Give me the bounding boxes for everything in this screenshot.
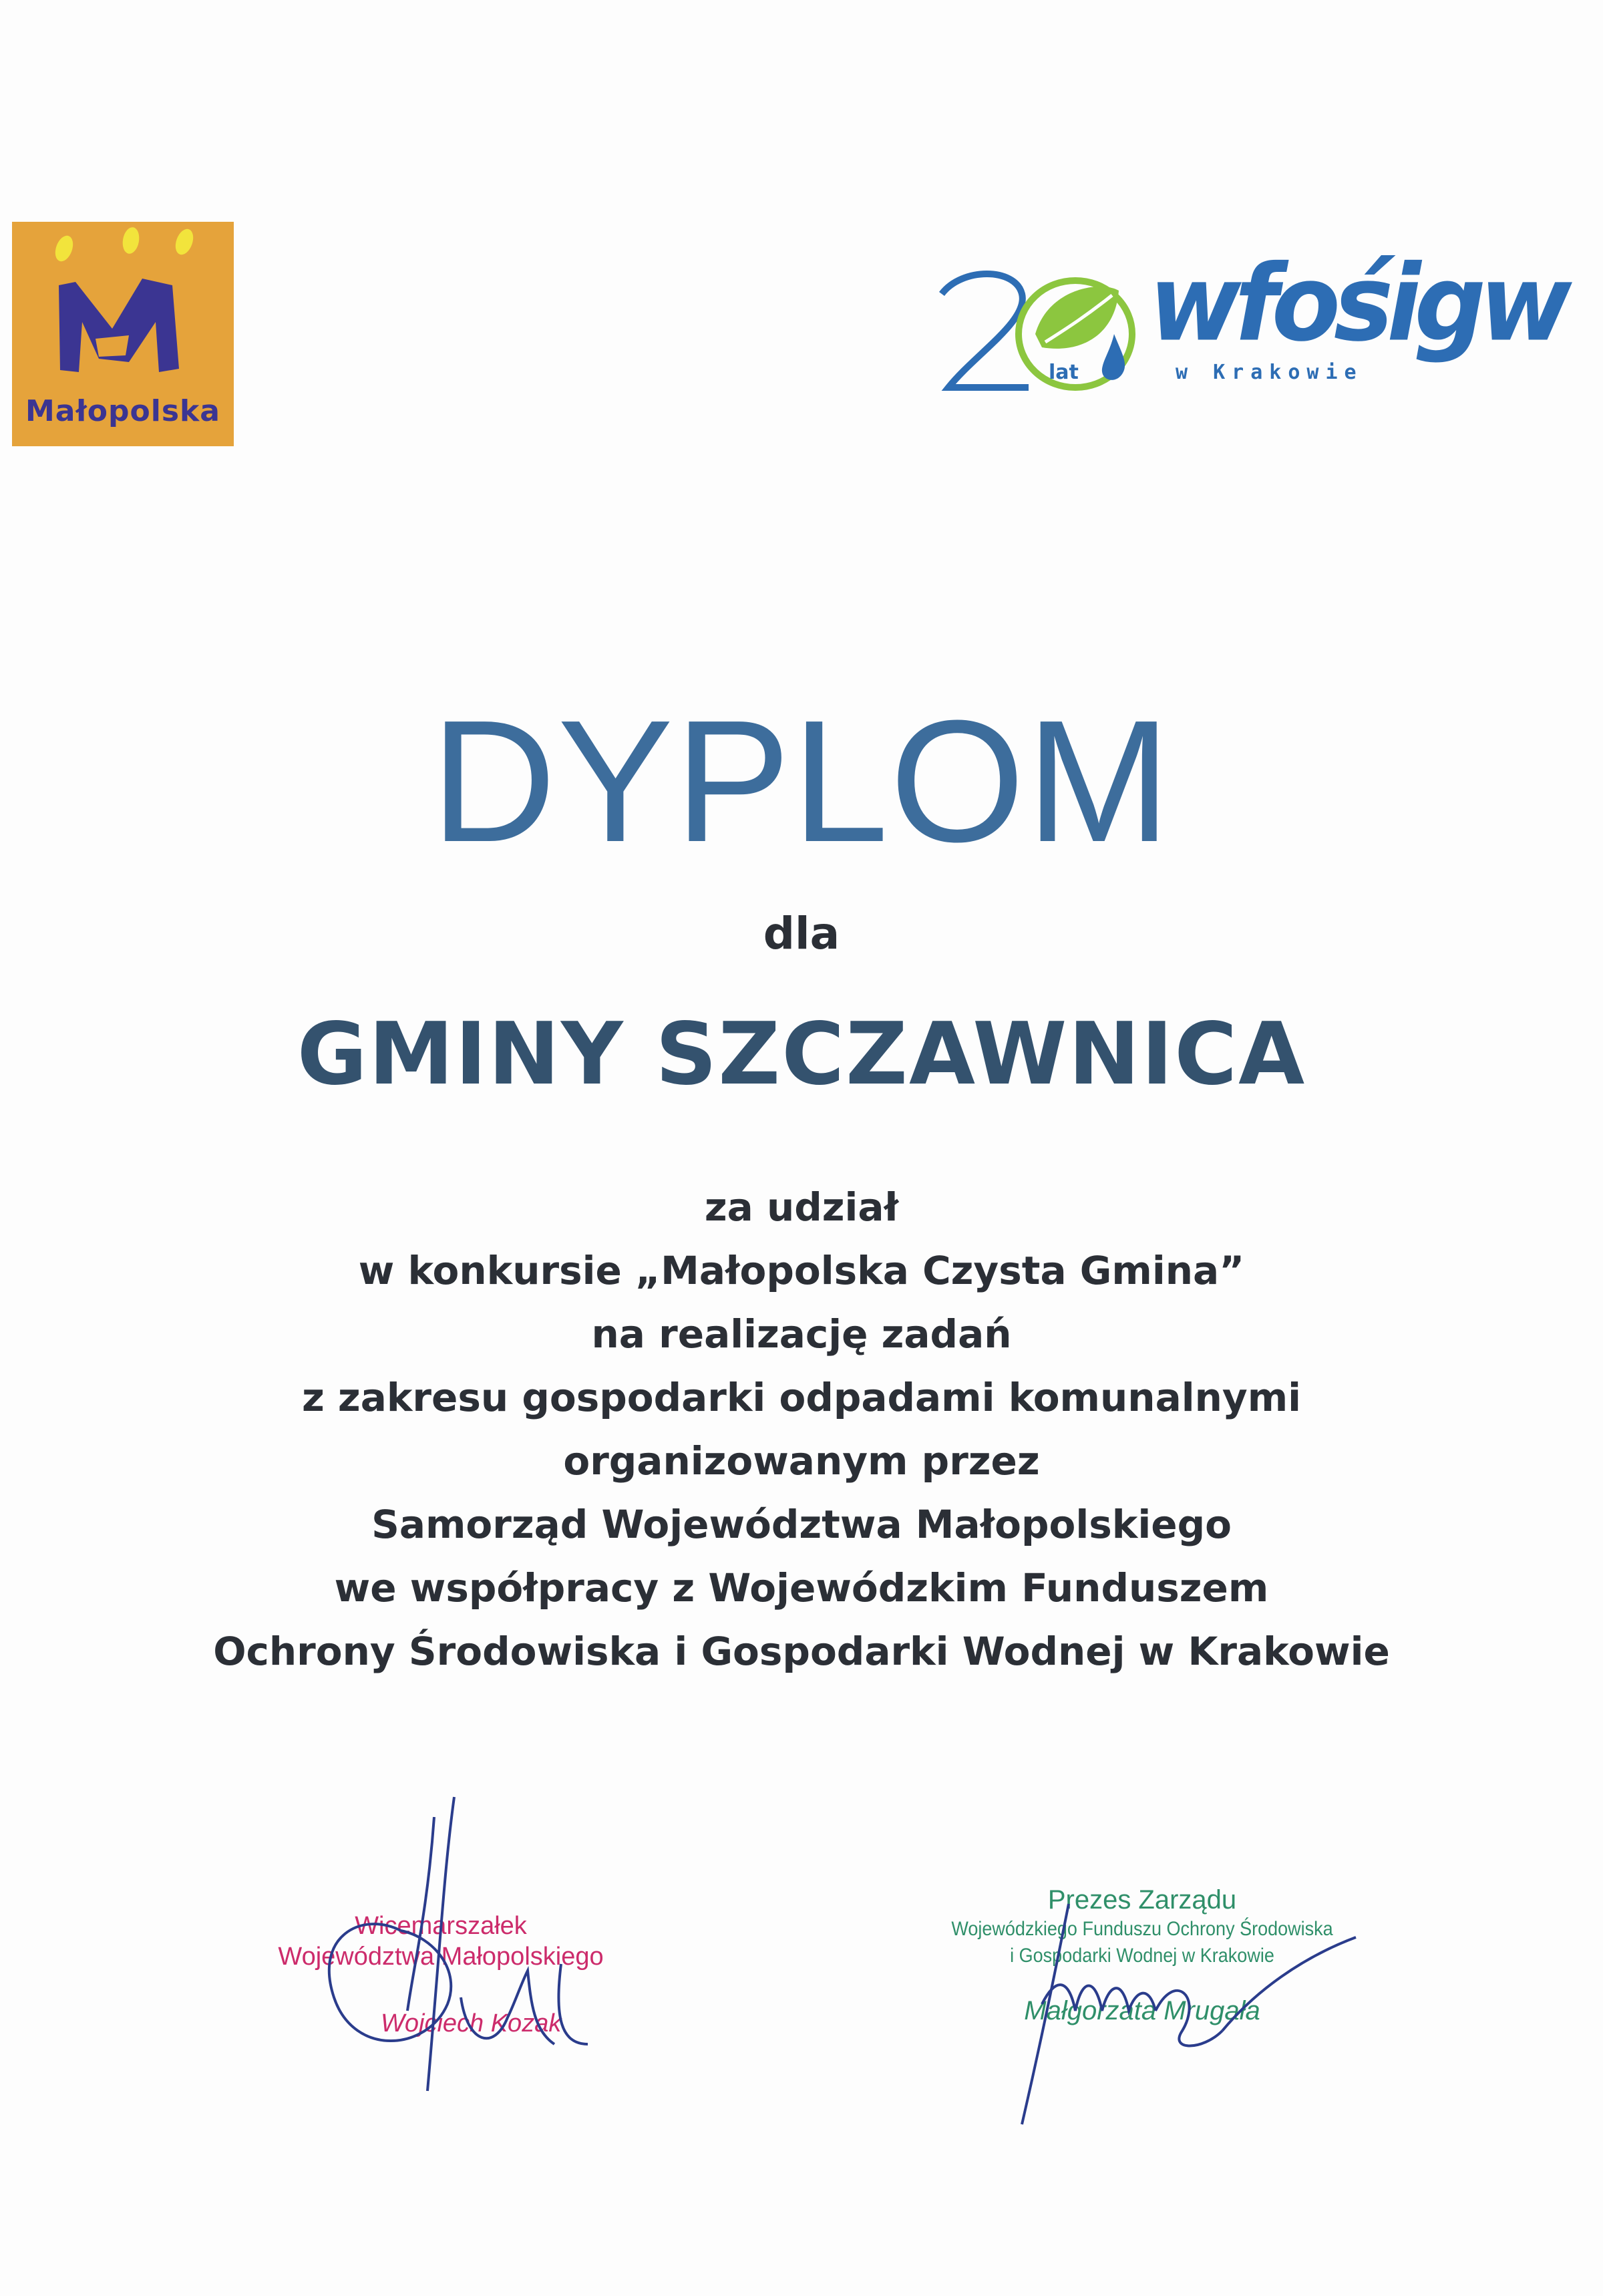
signer-left-role-line1: Wicemarszałek [355,1912,527,1940]
signer-right-name: Małgorzata Mrugała [1024,1996,1260,2025]
body-line: na realizację zadań [591,1311,1012,1357]
for-label: dla [763,908,840,959]
diploma-title: DYPLOM [430,685,1173,878]
body-line: Ochrony Środowiska i Gospodarki Wodnej w Krakowie [213,1629,1390,1674]
wfos-subtitle: w Krakowie [1176,361,1363,384]
body-line: z zakresu gospodarki odpadami komunalnymi [301,1375,1302,1420]
wfos-anniversary-unit: lat [1049,361,1079,384]
body-line: w konkursie „Małopolska Czysta Gmina” [358,1248,1245,1293]
recipient-name: GMINY SZCZAWNICA [297,1005,1306,1104]
signature-scribble-left [329,1797,588,2091]
body-line: za udział [704,1184,899,1230]
wfos-brand: wfośigw [1149,242,1566,365]
signer-right-title: Prezes Zarządu [1047,1885,1237,1915]
body-line: organizowanym przez [563,1438,1040,1484]
body-line: Samorząd Województwa Małopolskiego [371,1502,1232,1547]
signer-left-role-line2: Województwa Małopolskiego [278,1943,604,1971]
malopolska-logo-text: Małopolska [25,394,220,428]
signer-right-line2: Wojewódzkiego Funduszu Ochrony Środowiska [951,1918,1333,1940]
signer-left-name: Wojciech Kozak [381,2009,562,2037]
signature-scribble-right [1022,1904,1356,2124]
body-line: we współpracy z Wojewódzkim Funduszem [334,1565,1269,1611]
signer-right-line3: i Gospodarki Wodnej w Krakowie [1010,1945,1274,1967]
